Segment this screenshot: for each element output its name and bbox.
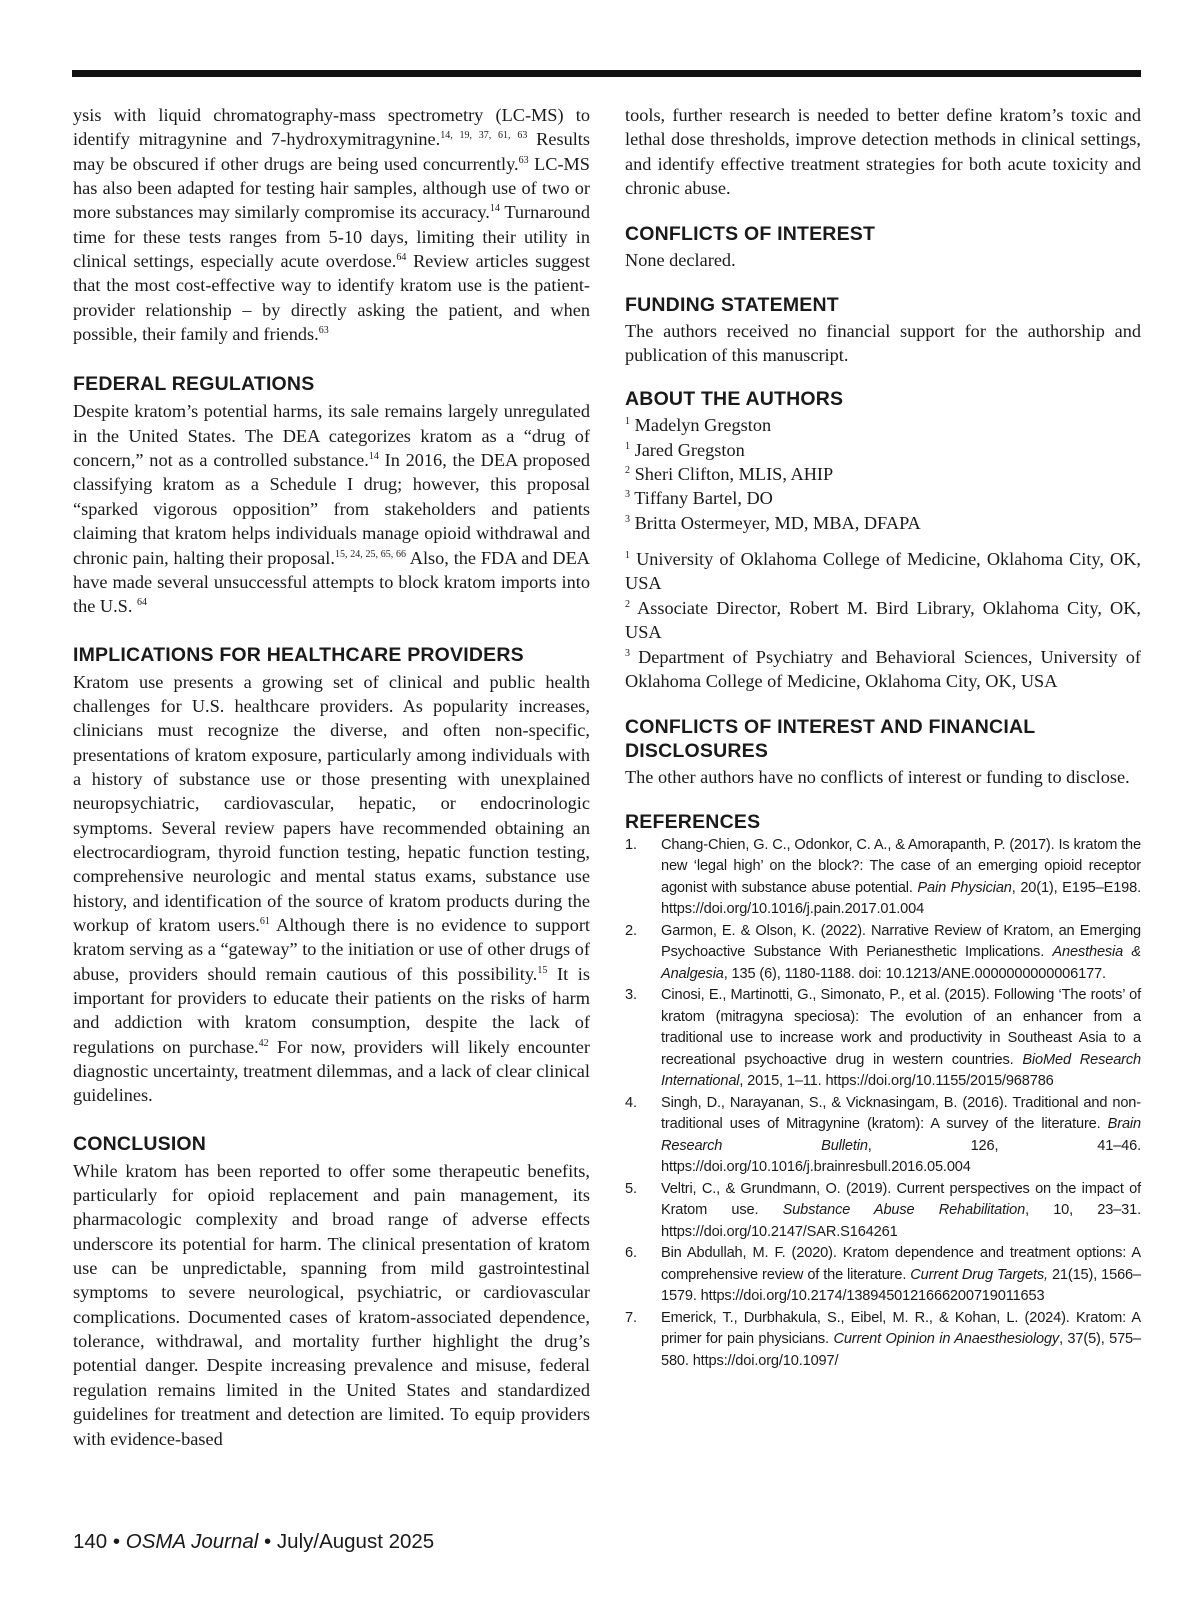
text-span: In 2016, the DEA proposed classifying kratom as a Schedule I drug; however, this proposal “sparked vigorous opposition” from stakeholders and patients claiming that kratom helps individuals manage opioid withdrawal and chronic pain, halting their proposal. xyxy=(73,450,590,568)
reference-text: Emerick, T., Durbhakula, S., Eibel, M. R., & Kohan, L. (2024). Kratom: A primer for pain physicians. xyxy=(661,1309,1141,1348)
citation: 63 xyxy=(318,325,329,337)
reference-text: 21(15), 1566–1579. https://doi.org/10.2174/1389450121666200719011653 xyxy=(661,1266,1141,1305)
affiliation-marker: 1 xyxy=(625,440,630,452)
reference-number: 5. xyxy=(625,1180,637,1197)
conflicts-text: None declared. xyxy=(625,250,736,271)
federal-paragraph xyxy=(73,399,590,618)
journal-name: OSMA Journal xyxy=(125,1530,259,1553)
section-heading-conflicts: CONFLICTS OF INTEREST xyxy=(625,223,876,246)
section-heading-about-authors: ABOUT THE AUTHORS xyxy=(625,388,844,411)
author-name: Tiffany Bartel, DO xyxy=(634,488,773,509)
reference-journal: Anesthesia & Analgesia xyxy=(661,944,1141,982)
affiliation-list xyxy=(625,547,1141,693)
citation: 15 xyxy=(537,964,548,976)
reference-text: , 10, 23–31. https://doi.org/10.2147/SAR.S164261 xyxy=(661,1202,1141,1240)
reference-journal: Substance Abuse Rehabilitation xyxy=(782,1202,1026,1219)
citation: 63 xyxy=(518,154,529,166)
citation: 42 xyxy=(258,1037,269,1049)
text-span: Also, the FDA and DEA have made several unsuccessful attempts to block kratom imports into the U.S. xyxy=(73,547,591,617)
reference-item xyxy=(625,1093,1141,1179)
reference-number: 2. xyxy=(625,922,637,939)
reference-text: Cinosi, E., Martinotti, G., Simonato, P., et al. (2015). Following ‘The roots’ of kratom (mitragyna speciosa): The evolution of an enhancer from a traditional use to increase work and productivity in Southeast Asia to a recreational psychoactive drug in western countries. xyxy=(661,987,1141,1068)
reference-text: , 2015, 1–11. https://doi.org/10.1155/2015/968786 xyxy=(739,1073,1054,1090)
affiliation-item xyxy=(625,596,1141,645)
section-heading-implications: IMPLICATIONS FOR HEALTHCARE PROVIDERS xyxy=(73,643,524,666)
reference-item xyxy=(625,835,1141,921)
text-span: For now, providers will likely encounter diagnostic uncertainty, treatment dilemmas, and a lack of clear clinical guidelines. xyxy=(73,1036,590,1106)
text-span: Results may be obscured if other drugs are being used concurrently. xyxy=(73,129,590,174)
reference-number: 3. xyxy=(625,987,637,1004)
reference-item xyxy=(625,1243,1141,1308)
top-rule xyxy=(72,70,1141,77)
text-span: LC-MS has also been adapted for testing hair samples, although use of two or more substances may similarly compromise its accuracy. xyxy=(73,153,590,223)
text-span: Kratom use presents a growing set of clinical and public health challenges for U.S. healthcare providers. As popularity increases, clinicians must recognize the diverse, and often non-specific, presentations of kratom exposure, particularly among individuals with a history of substance use or those presenting with unexplained neuropsychiatric, cardiovascular, hepatic, or endocrinologic symptoms. Several review papers have recommended obtaining an electrocardiogram, thyroid function testing, hepatic function testing, comprehensive neurologic and mental status exams, substance use history, and identification of the source of kratom products during the workup of kratom users. xyxy=(73,671,590,935)
section-heading-references: REFERENCES xyxy=(625,810,761,833)
reference-item xyxy=(625,1308,1141,1373)
text-span: It is important for providers to educate their patients on the risks of harm and addiction with kratom consumption, despite the lack of regulations on purchase. xyxy=(73,963,590,1057)
reference-number: 6. xyxy=(625,1245,637,1262)
section-heading-conclusion: CONCLUSION xyxy=(73,1132,207,1155)
reference-journal: BioMed Research International xyxy=(661,1051,1141,1090)
author-item xyxy=(625,462,1141,486)
citation: 64 xyxy=(396,252,407,264)
reference-text: , 37(5), 575–580. https://doi.org/10.1097/ xyxy=(661,1331,1141,1369)
author-name: Britta Ostermeyer, MD, MBA, DFAPA xyxy=(634,512,921,533)
affiliation-marker: 1 xyxy=(625,416,630,428)
left-column xyxy=(73,103,590,1451)
author-name: Madelyn Gregston xyxy=(634,415,772,436)
reference-text: , 135 (6), 1180-1188. doi: 10.1213/ANE.0000000000006177. xyxy=(723,965,1106,982)
reference-text: Veltri, C., & Grundmann, O. (2019). Current perspectives on the impact of Kratom use. xyxy=(661,1180,1141,1219)
affiliation-text: University of Oklahoma College of Medicine, Oklahoma City, OK, USA xyxy=(625,549,1141,594)
right-column xyxy=(625,103,1141,1372)
text-span: ysis with liquid chromatography-mass spectrometry (LC-MS) to identify mitragynine and 7-hydroxymitragynine. xyxy=(73,105,590,150)
citation: 14 xyxy=(368,451,379,463)
section-heading-federal: FEDERAL REGULATIONS xyxy=(73,373,315,396)
affiliation-text: Associate Director, Robert M. Bird Library, Oklahoma City, OK, USA xyxy=(625,597,1141,643)
affiliation-item xyxy=(625,645,1141,694)
reference-list xyxy=(625,835,1141,1373)
section-heading-funding: FUNDING STATEMENT xyxy=(625,293,839,316)
reference-journal: Pain Physician xyxy=(917,879,1012,896)
citation: 14 xyxy=(489,203,500,215)
affiliation-marker: 2 xyxy=(625,598,630,610)
intro-paragraph xyxy=(73,103,590,346)
reference-journal: Brain Research Bulletin xyxy=(661,1116,1141,1154)
page-footer xyxy=(73,1530,434,1554)
reference-text: , 20(1), E195–E198. https://doi.org/10.1016/j.pain.2017.01.004 xyxy=(661,879,1142,918)
reference-number: 7. xyxy=(625,1309,637,1326)
author-item xyxy=(625,511,1141,535)
author-item xyxy=(625,486,1141,510)
page-number: 140 xyxy=(73,1530,108,1553)
text-span: Although there is no evidence to support kratom serving as a “gateway” to the initiation or use of other drugs of abuse, providers should remain cautious of this possibility. xyxy=(73,914,591,984)
reference-item xyxy=(625,985,1141,1093)
section-heading-disclosures: CONFLICTS OF INTEREST AND FINANCIAL DISCLOSURES xyxy=(625,716,1035,763)
citation: 61 xyxy=(259,915,270,927)
affiliation-marker: 3 xyxy=(625,513,630,525)
citation: 64 xyxy=(136,597,147,609)
author-item xyxy=(625,438,1141,462)
affiliation-marker: 3 xyxy=(625,489,630,501)
reference-journal: Current Opinion in Anaesthesiology xyxy=(833,1331,1060,1348)
text-span: Despite kratom’s potential harms, its sale remains largely unregulated in the United States. The DEA categorizes kratom as a “drug of concern,” not as a controlled substance. xyxy=(73,401,590,471)
affiliation-marker: 1 xyxy=(625,550,630,562)
author-name: Sheri Clifton, MLIS, AHIP xyxy=(634,464,834,485)
implications-paragraph xyxy=(73,670,590,1108)
reference-item xyxy=(625,1179,1141,1244)
reference-text: Singh, D., Narayanan, S., & Vicknasingam, B. (2016). Traditional and non-traditional uses of Mitragynine (kratom): A survey of the literature. xyxy=(661,1094,1141,1133)
reference-journal: Current Drug Targets, xyxy=(910,1266,1048,1283)
reference-text: , 126, 41–46. https://doi.org/10.1016/j.brainresbull.2016.05.004 xyxy=(661,1137,1141,1176)
reference-number: 1. xyxy=(625,836,637,853)
footer-separator: • xyxy=(258,1530,277,1553)
author-name: Jared Gregston xyxy=(634,439,745,460)
conclusion-paragraph: While kratom has been reported to offer some therapeutic benefits, particularly for opioid replacement and pain management, its pharmacologic complexity and broad range of adverse effects underscore its potential for harm. The clinical presentation of kratom use can be unpredictable, spanning from mild gastrointestinal symptoms to severe neurological, psychiatric, or cardiovascular complications. Documented cases of kratom-associated dependence, tolerance, withdrawal, and mortality further highlight the drug’s potential danger. Despite increasing prevalence and misuse, federal regulation remains limited in the United States and standardized guidelines for treatment and detection are limited. To equip providers with evidence-based xyxy=(73,1160,590,1449)
footer-separator: • xyxy=(107,1530,126,1553)
continued-paragraph: tools, further research is needed to better define kratom’s toxic and lethal dose thresholds, improve detection methods in clinical settings, and identify effective treatment strategies for both acute toxicity and chronic abuse. xyxy=(625,105,1141,199)
issue-date: July/August 2025 xyxy=(276,1530,435,1553)
author-list xyxy=(625,413,1141,535)
reference-text: Bin Abdullah, M. F. (2020). Kratom dependence and treatment options: A comprehensive review of the literature. xyxy=(661,1245,1141,1283)
citation: 14, 19, 37, 61, 63 xyxy=(440,130,528,142)
reference-text: Chang-Chien, G. C., Odonkor, C. A., & Amorapanth, P. (2017). Is kratom the new ‘legal high’ on the block?: The case of an emerging opioid receptor agonist with substance abuse potential. xyxy=(661,836,1141,896)
text-span: Review articles suggest that the most cost-effective way to identify kratom use is the patient-provider relationship – by directly asking the patient, and when possible, their family and friends. xyxy=(73,251,590,345)
text-span: Turnaround time for these tests ranges from 5-10 days, limiting their utility in clinical settings, especially acute overdose. xyxy=(73,202,590,272)
citation: 15, 24, 25, 65, 66 xyxy=(334,548,406,560)
affiliation-item xyxy=(625,547,1141,596)
affiliation-marker: 3 xyxy=(625,647,630,659)
disclosures-text: The other authors have no conflicts of interest or funding to disclose. xyxy=(625,767,1130,788)
reference-item xyxy=(625,921,1141,986)
affiliation-text: Department of Psychiatry and Behavioral Sciences, University of Oklahoma College of Medicine, Oklahoma City, OK, USA xyxy=(625,646,1141,691)
reference-text: Garmon, E. & Olson, K. (2022). Narrative Review of Kratom, an Emerging Psychoactive Substance With Perianesthetic Implications. xyxy=(661,922,1141,961)
affiliation-marker: 2 xyxy=(625,465,630,477)
funding-text: The authors received no financial support for the authorship and publication of this manuscript. xyxy=(625,320,1141,366)
reference-number: 4. xyxy=(625,1094,637,1111)
author-item xyxy=(625,413,1141,437)
